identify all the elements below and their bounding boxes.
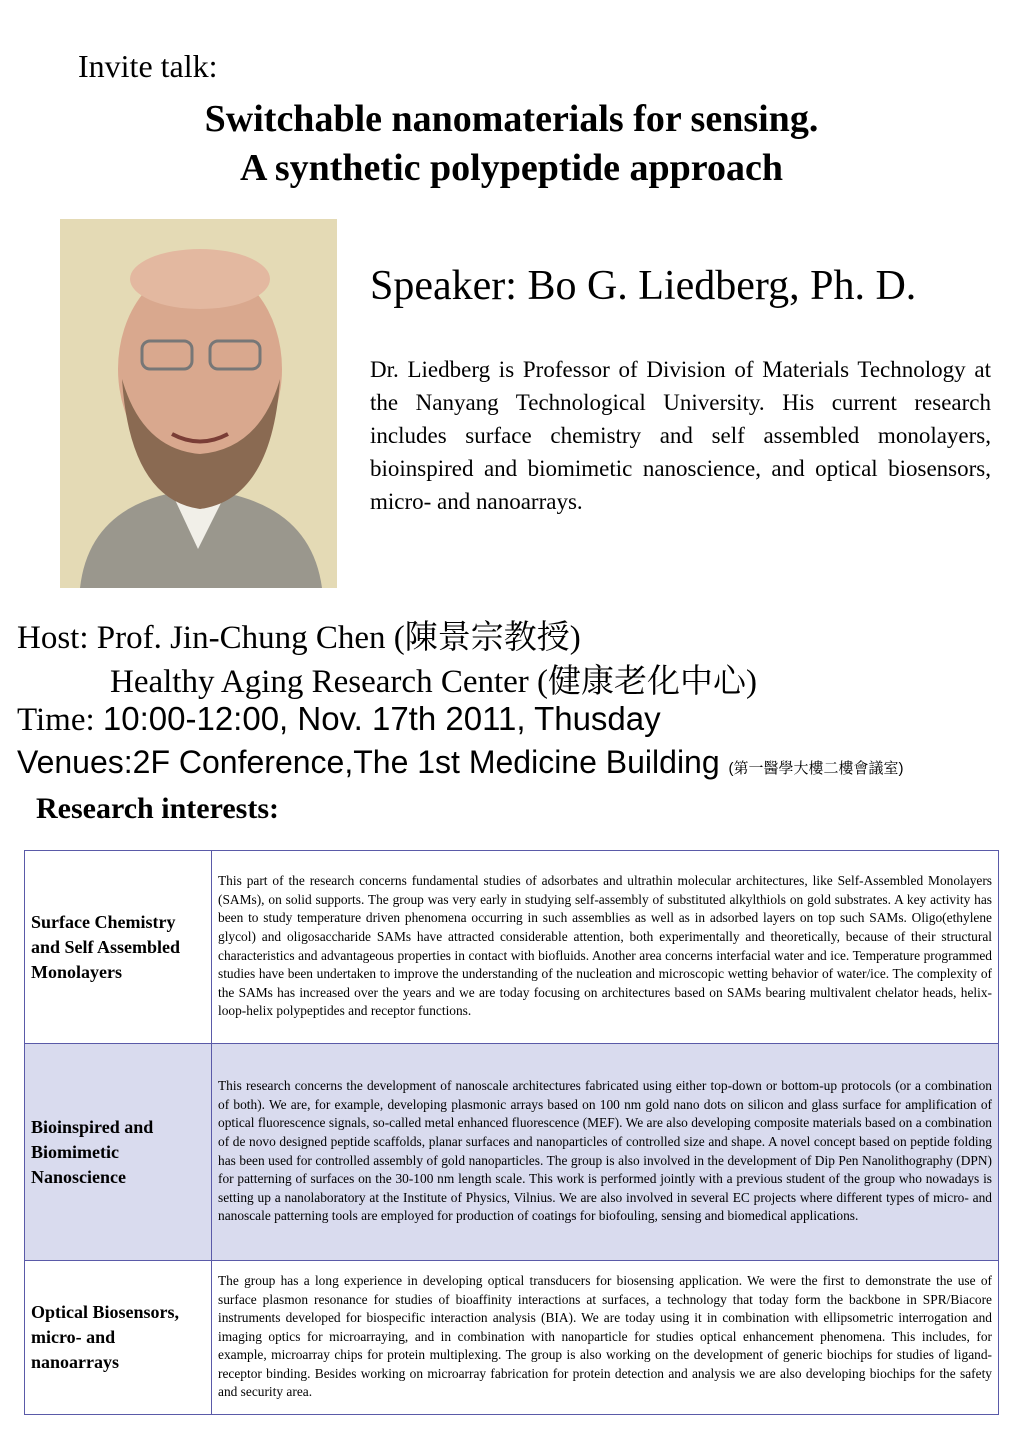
talk-title-line1: Switchable nanomaterials for sensing. (204, 98, 819, 140)
time-label: Time: (17, 702, 103, 738)
research-description: This part of the research concerns fundamental studies of adsorbates and ultrathin molecular architectures, like Self-Assembled Monolayers (SAMs), on solid supports. The group was very early in studying self-assembly of substituted alkylthiols on gold substrates. A key activity has been to study temperature driven phenomena occurring in such assemblies as well as in adsorbed layers on top such SAMs. Oligo(ethylene glycol) and oligosaccharide SAMs have attracted considerable attention, both experimentally and theoretically, because of their structural characteristics and advantageous properties in contact with biofluids. Another area concerns interfacial water and ice. Temperature programmed studies have been undertaken to improve the understanding of the nucleation and microscopic wetting behavior of water/ice. The complexity of the SAMs has increased over the years and we are today focusing on architectures based on SAMs bearing multivalent chelator heads, helix-loop-helix polypeptides and receptor functions. (212, 851, 999, 1044)
speaker-bio: Dr. Liedberg is Professor of Division of Materials Technology at the Nanyang Technological University. His current research includes surface chemistry and self assembled monolayers, bioinspired and biomimetic nanoscience, and optical biosensors, micro- and nanoarrays. (370, 357, 991, 514)
research-table (24, 850, 999, 1415)
venue-text: Venues:2F Conference,The 1st Medicine Building (17, 744, 729, 780)
talk-title-line2: A synthetic polypeptide approach (240, 147, 783, 189)
time-value: 10:00-12:00, Nov. 17th 2011, Thusday (102, 700, 661, 737)
table-row (25, 1261, 999, 1415)
time-line (17, 700, 661, 739)
table-row (25, 1044, 999, 1261)
research-topic: Surface Chemistry and Self Assembled Monolayers (25, 851, 212, 1044)
venue-line (17, 744, 904, 781)
table-row (25, 851, 999, 1044)
research-topic: Optical Biosensors, micro- and nanoarrays (25, 1261, 212, 1415)
speaker-name: Speaker: Bo G. Liedberg, Ph. D. (370, 263, 917, 309)
host-line: Host: Prof. Jin-Chung Chen (陳景宗教授) (17, 620, 581, 656)
research-heading: Research interests: (36, 792, 279, 825)
invite-label: Invite talk: (78, 48, 218, 84)
venue-chinese: (第一醫學大樓二樓會議室) (728, 760, 904, 777)
host-center: Healthy Aging Research Center (健康老化中心) (110, 664, 758, 700)
speaker-photo (60, 219, 337, 588)
research-topic: Bioinspired and Biomimetic Nanoscience (25, 1044, 212, 1261)
research-description: This research concerns the development of nanoscale architectures fabricated using either top-down or bottom-up protocols (or a combination of both). We are, for example, developing plasmonic arrays based on 100 nm gold nano dots on silicon and glass surface for amplification of optical fluorescence signals, so-called metal enhanced fluorescence (MEF). We are also developing composite materials based on a combination of de novo designed peptide scaffolds, planar surfaces and nanoparticles of controlled size and shape. A novel concept based on peptide folding has been used for controlled assembly of gold nanoparticles. The group is also involved in the development of Dip Pen Nanolithography (DPN) for patterning of surfaces on the 30-100 nm length scale. This work is performed jointly with a previous student of the group who nowadays is setting up a nanolaboratory at the Institute of Physics, Vilnius. We are also involved in several EC projects where different types of micro- and nanoscale patterning tools are employed for production of coatings for biofouling, sensing and biomedical applications. (212, 1044, 999, 1261)
research-description: The group has a long experience in developing optical transducers for biosensing application. We were the first to demonstrate the use of surface plasmon resonance for studies of bioaffinity interactions at surfaces, a technology that today form the backbone in SPR/Biacore instruments developed for biospecific interaction analysis (BIA). We are today using it in combination with ellipsometric interrogation and imaging optics for microarraying, and in combination with nanoparticle for studies optical enhancement phenomena. This includes, for example, microarray chips for protein multiplexing. The group is also working on the development of generic biochips for studies of ligand-receptor binding. Besides working on microarray fabrication for protein detection and analysis we are also developing biochips for the safety and security area. (212, 1261, 999, 1415)
